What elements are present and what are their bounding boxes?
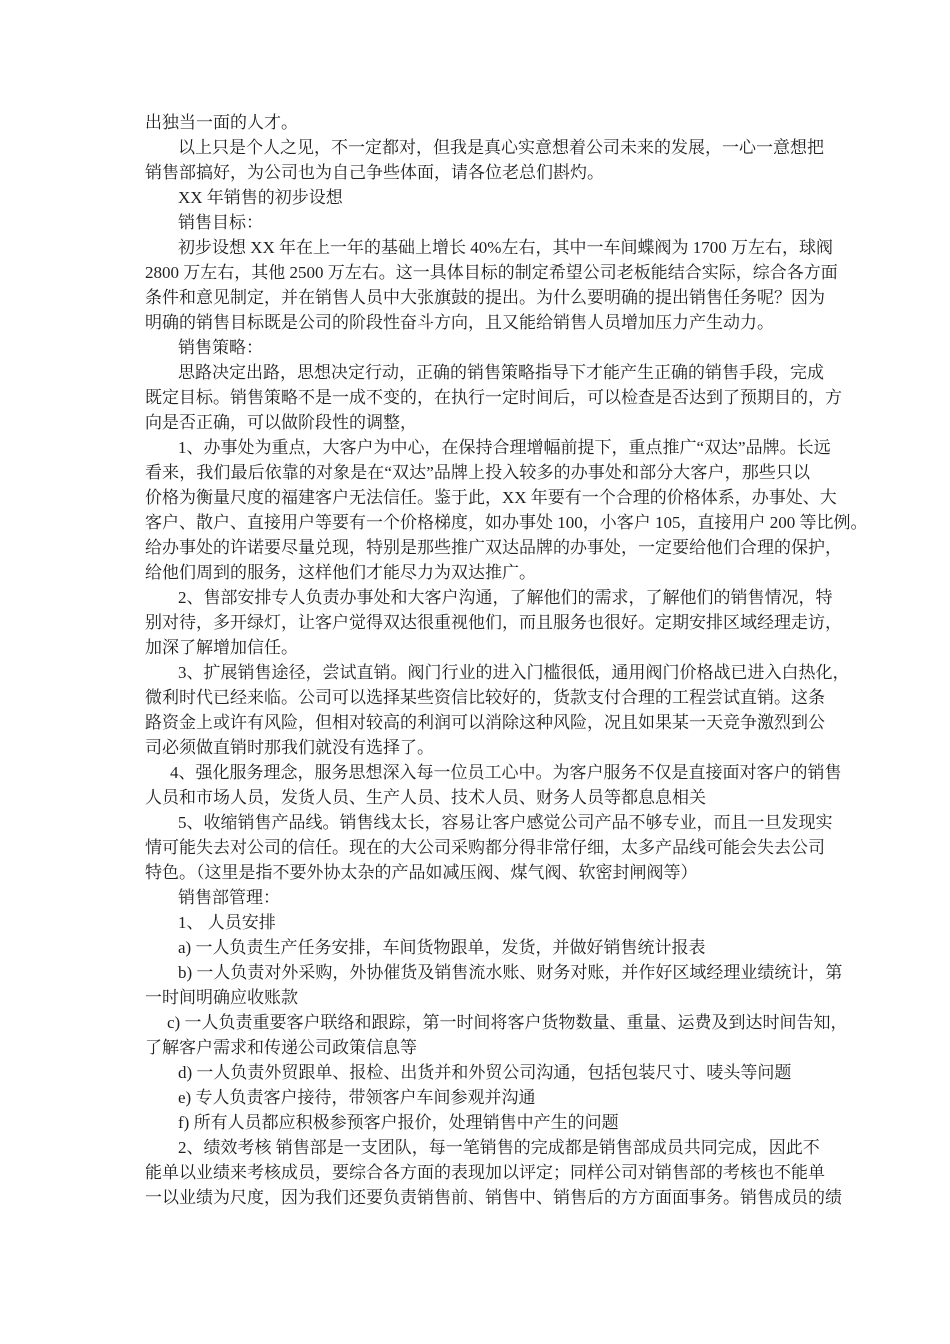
text-line: 给办事处的许诺要尽量兑现，特别是那些推广双达品牌的办事处，一定要给他们合理的保护， — [145, 538, 842, 557]
text-line: 思路决定出路，思想决定行动，正确的销售策略指导下才能产生正确的销售手段，完成 — [178, 363, 824, 382]
text-line: 既定目标。销售策略不是一成不变的，在执行一定时间后，可以检查是否达到了预期目的，方 — [145, 388, 842, 407]
text-line: a) 一人负责生产任务安排，车间货物跟单，发货，并做好销售统计报表 — [178, 938, 706, 957]
text-line: 销售部搞好，为公司也为自己争些体面，请各位老总们斟灼。 — [145, 163, 604, 182]
text-line: 情可能失去对公司的信任。现在的大公司采购都分得非常仔细，太多产品线可能会失去公司 — [145, 838, 825, 857]
text-line: 初步设想 XX 年在上一年的基础上增长 40%左右，其中一车间蝶阀为 1700 万左右，球阀 — [178, 238, 833, 257]
text-line: 了解客户需求和传递公司政策信息等 — [145, 1038, 417, 1057]
text-line: 向是否正确，可以做阶段性的调整， — [145, 413, 417, 432]
text-line: 给他们周到的服务，这样他们才能尽力为双达推广。 — [145, 563, 536, 582]
text-line: e) 专人负责客户接待，带领客户车间参观并沟通 — [178, 1088, 536, 1107]
text-line: c) 一人负责重要客户联络和跟踪，第一时间将客户货物数量、重量、运费及到达时间告知， — [167, 1013, 848, 1032]
text-line: f) 所有人员都应积极参预客户报价，处理销售中产生的问题 — [178, 1113, 619, 1132]
text-line: 一时间明确应收账款 — [145, 988, 298, 1007]
text-line: 客户、散户、直接用户等要有一个价格梯度，如办事处 100，小客户 105，直接用户 200 等比例。 — [145, 513, 868, 532]
text-line: 能单以业绩来考核成员，要综合各方面的表现加以评定；同样公司对销售部的考核也不能单 — [145, 1163, 825, 1182]
text-line: 特色。（这里是指不要外协太杂的产品如减压阀、煤气阀、软密封闸阀等） — [145, 863, 698, 882]
text-line: b) 一人负责对外采购，外协催货及销售流水账、财务对账，并作好区域经理业绩统计，第 — [178, 963, 843, 982]
text-line: 销售策略： — [178, 338, 263, 357]
text-line: 销售部管理： — [178, 888, 280, 907]
text-line: 2、绩效考核 销售部是一支团队，每一笔销售的完成都是销售部成员共同完成，因此不 — [178, 1138, 820, 1157]
text-line: 1、办事处为重点，大客户为中心，在保持合理增幅前提下，重点推广“双达”品牌。长远 — [178, 438, 831, 457]
document-text-block — [145, 110, 868, 1210]
text-line: XX 年销售的初步设想 — [178, 188, 343, 207]
text-line: 司必须做直销时那我们就没有选择了。 — [145, 738, 434, 757]
text-line: 3、扩展销售途径，尝试直销。阀门行业的进入门槛很低，通用阀门价格战已进入白热化， — [178, 663, 850, 682]
text-line: 微利时代已经来临。公司可以选择某些资信比较好的，货款支付合理的工程尝试直销。这条 — [145, 688, 825, 707]
text-line: 销售目标： — [178, 213, 263, 232]
text-line: 条件和意见制定，并在销售人员中大张旗鼓的提出。为什么要明确的提出销售任务呢？因为 — [145, 288, 825, 307]
text-line: 看来，我们最后依靠的对象是在“双达”品牌上投入较多的办事处和部分大客户，那些只以 — [145, 463, 810, 482]
text-line: 明确的销售目标既是公司的阶段性奋斗方向，且又能给销售人员增加压力产生动力。 — [145, 313, 774, 332]
text-line: 别对待，多开绿灯，让客户觉得双达很重视他们，而且服务也很好。定期安排区域经理走访， — [145, 613, 842, 632]
text-line: 路资金上或许有风险，但相对较高的利润可以消除这种风险，况且如果某一天竞争激烈到公 — [145, 713, 825, 732]
text-line: 5、收缩销售产品线。销售线太长，容易让客户感觉公司产品不够专业，而且一旦发现实 — [178, 813, 833, 832]
text-line: d) 一人负责外贸跟单、报检、出货并和外贸公司沟通，包括包装尺寸、唛头等问题 — [178, 1063, 792, 1082]
text-line: 以上只是个人之见，不一定都对，但我是真心实意想着公司未来的发展，一心一意想把 — [178, 138, 824, 157]
text-line: 人员和市场人员，发货人员、生产人员、技术人员、财务人员等都息息相关 — [145, 788, 706, 807]
text-line: 价格为衡量尺度的福建客户无法信任。鉴于此，XX 年要有一个合理的价格体系，办事处、大 — [145, 488, 837, 507]
text-line: 一以业绩为尺度，因为我们还要负责销售前、销售中、销售后的方方面面事务。销售成员的绩 — [145, 1188, 842, 1207]
text-line: 1、 人员安排 — [178, 913, 276, 932]
text-line: 加深了解增加信任。 — [145, 638, 298, 657]
text-line: 4、强化服务理念，服务思想深入每一位员工心中。为客户服务不仅是直接面对客户的销售 — [170, 763, 842, 782]
text-line: 出独当一面的人才。 — [145, 113, 298, 132]
text-line: 2、售部安排专人负责办事处和大客户沟通，了解他们的需求，了解他们的销售情况，特 — [178, 588, 833, 607]
text-line: 2800 万左右，其他 2500 万左右。这一具体目标的制定希望公司老板能结合实际，综合各方面 — [145, 263, 838, 282]
